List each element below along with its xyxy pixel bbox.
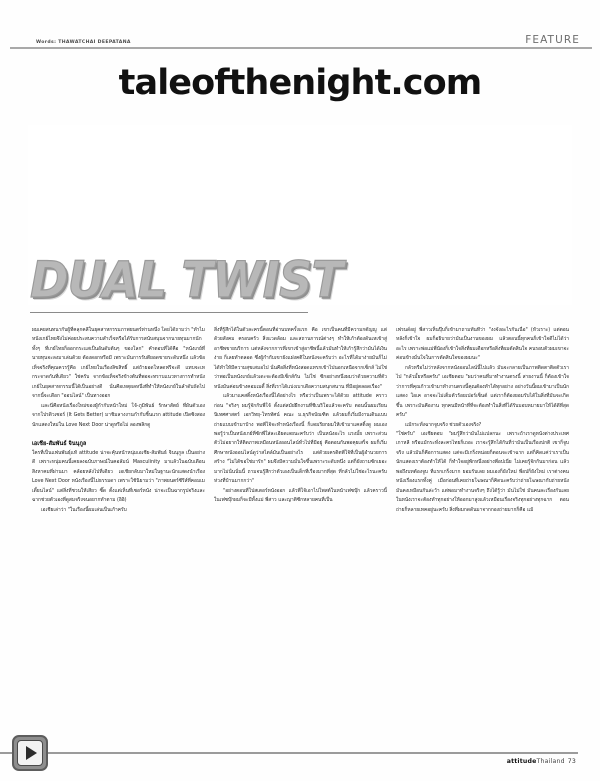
site-title: taleofthenight.com (118, 63, 482, 103)
page-number: 73 (567, 758, 576, 765)
column-middle (214, 326, 387, 746)
play-button-inner (17, 740, 43, 766)
byline: Words: THAWATCHAI DEEPATANA (36, 40, 131, 45)
footer-brand: attitude (506, 758, 537, 765)
article-headline: DUAL TWIST (30, 251, 343, 309)
section-label: FEATURE (525, 34, 580, 46)
paragraph: แม้กระทั่งฉากจูบจริง ช่วยตัวเองจริง? (405, 421, 482, 428)
headline-area (30, 251, 343, 314)
paragraph: และนี่คือหนังเรื่องใหม่ของผู้กำกับหน้าใหม่ โจ้-ภูมิพันธ์ รักษาสัตย์ ที่ผันตัวเองจากโปรดิวเซอร์ (It Gets Better) มาชิมลางงานกำกับชิ้นแรก attitude เปิดซิงสองนักแสดงใหม่ใน Love Next Door น่าดูหรือไม่ ลองพลิกดู (32, 402, 205, 428)
paragraph: ผมเคยสนทนากับผู้ที่คลุกคลีในยุคสาหกรรมภาพยนตร์ท่านหนึ่ง โดยได้ถามว่า "ทำไมหนังเกย์ไทยจึงไม่ค่อยประสบความสำเร็จหรือได้รับการสนับสนุนจากนายทุนมากนัก ทั้งๆ ที่เกย์ไทยก็ออกกระแสเป็นอันดับต้นๆ ของโลก" คำตอบที่ได้คือ "หนังเกย์ที่นายทุนจะลงมาเล่นด้วย ต้องดอกหรือมี เพราะมันการรับตียอดขายระดับหนึ่ง แล้วข้อเท็จจริงที่คุณควรรู้คือ เกย์ไทยในเรื่องลิขสิทธิ์ แต่ถ้ายอดโหลดฟรีจะดี แทบจะเทกระจาดกันที่เดียว" ใช่ครับ จากข้อเท็จจริงข้างต้นที่พอจะทราบแนวทางการทำหนังเกย์ในยุคสาหกรรมนี้ได้เป็นอย่างดี นั่นคือเหตุผลหนึ่งที่ทำให้หนังเกย์ในลำดับถัดไปจากนี้จะเดือก "ออนไลน์" เป็นทางออก (32, 327, 205, 400)
play-button[interactable] (12, 735, 48, 771)
footer-country: Thailand (536, 758, 565, 765)
paragraph: แล้วมาแคสติ้งหนังเรื่องนี้ได้อย่างไร หรือว่าเป็นเพราะได้ด้วย attitude คราวก่อน "จริงๆ ผมรู้จักกับพี่โจ้ ตั้งแต่สมัยฝึกงานที่ชีเนริโอแล้วจะครับ ตอนนั้นผมเรียนนิเทศศาสตร์ เอกวิทยุ-โทรทัศน์ คณะ ม.ธุรกิจบัณฑิต แล้วผมก็เริ่มมีงานเดินแบบ ถ่ายแบบเข้ามาบ้าง พอพี่โจ้จะทำหนังเรื่องนี้ ก็เลยเรียกผมให้เข้ามาแคสติ้งดู ผมเองพอรู้ว่าเป็นหนังเกย์ที่ซักพี่ใส่ละเอียดเลยนะครับว่า เป็นหนังอะไร แรงมั้ย เพราะส่วนตัวไม่อยากให้ติดภาพเหมือนหนังออนไลน์ทั่วไปที่มีอยู่ คือตอนกันพอคุยเสร็จ ผมก็เริ่มศึกษาหนังออนไลน์ดูว่าสไตล์มันเป็นอย่างไร แต่ด้วยเครดิตพี่โจ้ที่เป็นผู้อำนวยการสร้าง "ไม่ได้ขอใช่มารัก" ผมจึงมีความมั่นใจขึ้นเพราะระดับหนึ่ง แต่ก็ยังถามซักเยอะมากไม่นั่นนั่นนี้ ถามจนรู้สึกว่าตัวเองเป็นเด็กที่เรื่องมากที่สุด ที่กลัวไม่ใช่อะไรนะครับ ห่วงที่บ้านมากกว่า" (214, 393, 387, 485)
paragraph: เฟรนด์อยู่ พี่สาวเห็นปุ๊บก็เข้ามาถามทันทีว่า "งงจังอะไรกันเนื่อ" (หัวเราะ) แต่ตอนหลังก็เข้าใจ ผมก็อธิบายว่ามันเป็นงานของผม แล้วตอนนี้ทุกคนก็เข้าใจดีไม่ได้ว่าอะไร เพราะพ่อแม่พี่น้องก็เข้าใจสิ่งที่ผมเดือกหรือสิ่งที่ผมตัดสินใจ คนรอบตัวผมเขาจะค่อนข้างมั่นใจในการตัดสินใจของผมนะ" (396, 327, 569, 362)
paragraph: "อย่างตอนที่โปสเตอร์หนังออก แล้วพี่โจ้เอาไปโพสต์ในหน้าเฟซบุ๊ก แล้วคราวนี้ในเฟซบุ๊กผมก็จะมีทั้งแม่ พี่สาว และญาติซีกหลายคนที่เป็น (214, 487, 387, 504)
paragraph: สิ่งที่รู้สึกได้ในตัวละครนี้ตอนที่อ่านบทครั้งแรก คือ เขาเป็นคนที่มีความกตัญญู แต่ด้วยสังคม ครอบครัว สิ่งแวดล้อม และสถานการณ์ต่างๆ ทำให้เก้าต้องดันเหเข้าสู่อาชีพขายบริการ แต่หลังจากการที่เขาเข้าสู่อาชีพนี้แล้วมันทำให้เก้ารู้สึกว่ามันได้เงินง่าย ก็เลยทำตลอด ซึ่งผู้กำกับเขายังแฝงคติในหนังจะครับว่า อะไรที่ได้มาง่ายมันก็ไม่ได้ทำให้มีความสุขเสมอไป นั่นคือสิ่งที่หนังสอดแทรกเข้าไปนอกเหนือจากเซ็กส์ ไม่ใช่ว่าพอเป็นหนังเกย์แล้วเดะจะต้องมีเซ็กส์กัน ไม่ใช่ ซีกอย่างหนึ่งผมว่าด้วยความที่ตัวหนังมันค่อนข้างคอมเมดี้ สิ่งที่เราได้แบ่งเบาเดือความสนุกสนาน ที่มีอยู่ตลอดเรื่อง" (214, 327, 387, 390)
paragraph: "ใช่ครับ" เอเชียตอบ "ผมรู้สึกว่ามันไม่แปลกนะ เพราะถ้าเราดูหนังต่างประเทศ เกาหลี หรือแม้กระทั่งละครไทยก็เถอะ เราจะรู้สึกได้กันที่ว่ามันเป็นเรื่องปกติ เขาก็จูบจริง แล้วมันก็คือการแสดง แต่จะมีเกร็งหน่อยก็ตอนจะเข้าฉาก แต่ก็คิดแค่ว่าเราเป็นนักแสดงเราต้องทำให้ได้ ก็ทำใจอยู่พักหนึ่งอย่างพี่อปเนี่ย ไม่เคยรู้จักกันมาก่อน แล้วพอถึงบทต้องจูบ ที่แรกเกร็งมาก ยอมรับเลย ผมเองก็ยังใหม่ พี่อปก็ยังใหม่ เราต่างคนหนังเรื่องแรกทั้งคู่ เมื่อก่อนที่เคยถ่ายโฆษณาก็คิดนะครับว่าถ่ายโฆษณากับถ่ายหนังมันคงเหมือนกันล่ะว้า แต่พอมาทำงานจริงๆ ถึงได้รู้ว่า มันไม่ใช่ มันคนละเรื่องกันเลย ในหนังเราจะต้องทำทุกอย่างให้ออกมาสูงแล้วเหมือนเรื่องจริงทุกอย่างทุกฉาก ตอนถ่ายก็หลายเทคอยู่นะครับ สิ่งที่ผมกดดันมาจากกองถ่ายมากก็คือ แม้ (396, 430, 569, 513)
masthead-divider (10, 47, 592, 49)
column-right (396, 326, 569, 746)
masthead (36, 28, 580, 48)
section-heading: เอเชีย-สัมพันธ์ จินนุกูล (32, 440, 87, 447)
paragraph: กลัวหรือไม่ว่าหลังจากหนังออนไลน์นี้ไปแล้ว มันจะกลายเป็นภาพติดตาติดตัวเราไป "กลัวมั้ยหรือครับ" เอเชียตอบ "ผมว่าคนที่มาทำงานตรงนี้ สายงานนี้ ก็ต้องเข้าใจว่าการที่คุณก้าวเข้ามาทำงานตรงนี้คุณต้องทำได้ทุกอย่าง อย่างวันนี้ผมเข้ามาเป็นนักแสดง โอเค อาจจะไม่เต็มตัวร้อยเปอร์เซ็นต์ แต่เราก็ต้องยอมรับได้ในสิ่งที่มันจะเกิดขึ้น เพราะมันคืองาน ทุกคนมีหน้าที่ที่จะต้องทำในสิ่งที่ได้รับมอบหมายมาให้ได้ดีที่สุดครับ" (396, 364, 569, 419)
column-left (32, 326, 205, 746)
headline-divider (30, 312, 308, 313)
footer-divider-right (58, 752, 578, 754)
paragraph: ใครที่เป็นแฟนพันธุ์แท้ attitude น่าจะคุ้นหน้าหนุ่มเอเชีย-สัมพันธ์ จินนุกูล เป็นอย่างดี เพราะหนุ่มคนนี้เคยลงฉบับภาษณ์ในคอลัมน์ Masculinity มาแล้วในฉบับเดือนสิงหาคมที่ผ่านมา คล้อยหลังไปที่เดียว เอเชียกลับมาใหม่ในฐานะนักแสดงนำเรื่อง Love Next Door หนังเรื่องนี้ไม่ธรรมดา เพราะใช้นิยามว่า "ภาพยนตร์ซีรีส์ที่คอมเมเดี้ยนไลน์" แต่สิ่งที่ชวนให้เสียว ซี๊ด ตั้งแต่เห็นที่เซอร์หนัง น่าจะเป็นฉากรูปจริงและฉากช่วยตัวเองที่ดูสมจริงจนอยากทำตาม (อิอิ) (32, 449, 205, 504)
play-icon (26, 746, 37, 760)
footer (507, 758, 576, 765)
paragraph: เอเชียเล่าว่า "ในเรื่องนี้ผมเล่นเป็นเก้าครับ (41, 506, 127, 513)
article-body (32, 326, 570, 746)
